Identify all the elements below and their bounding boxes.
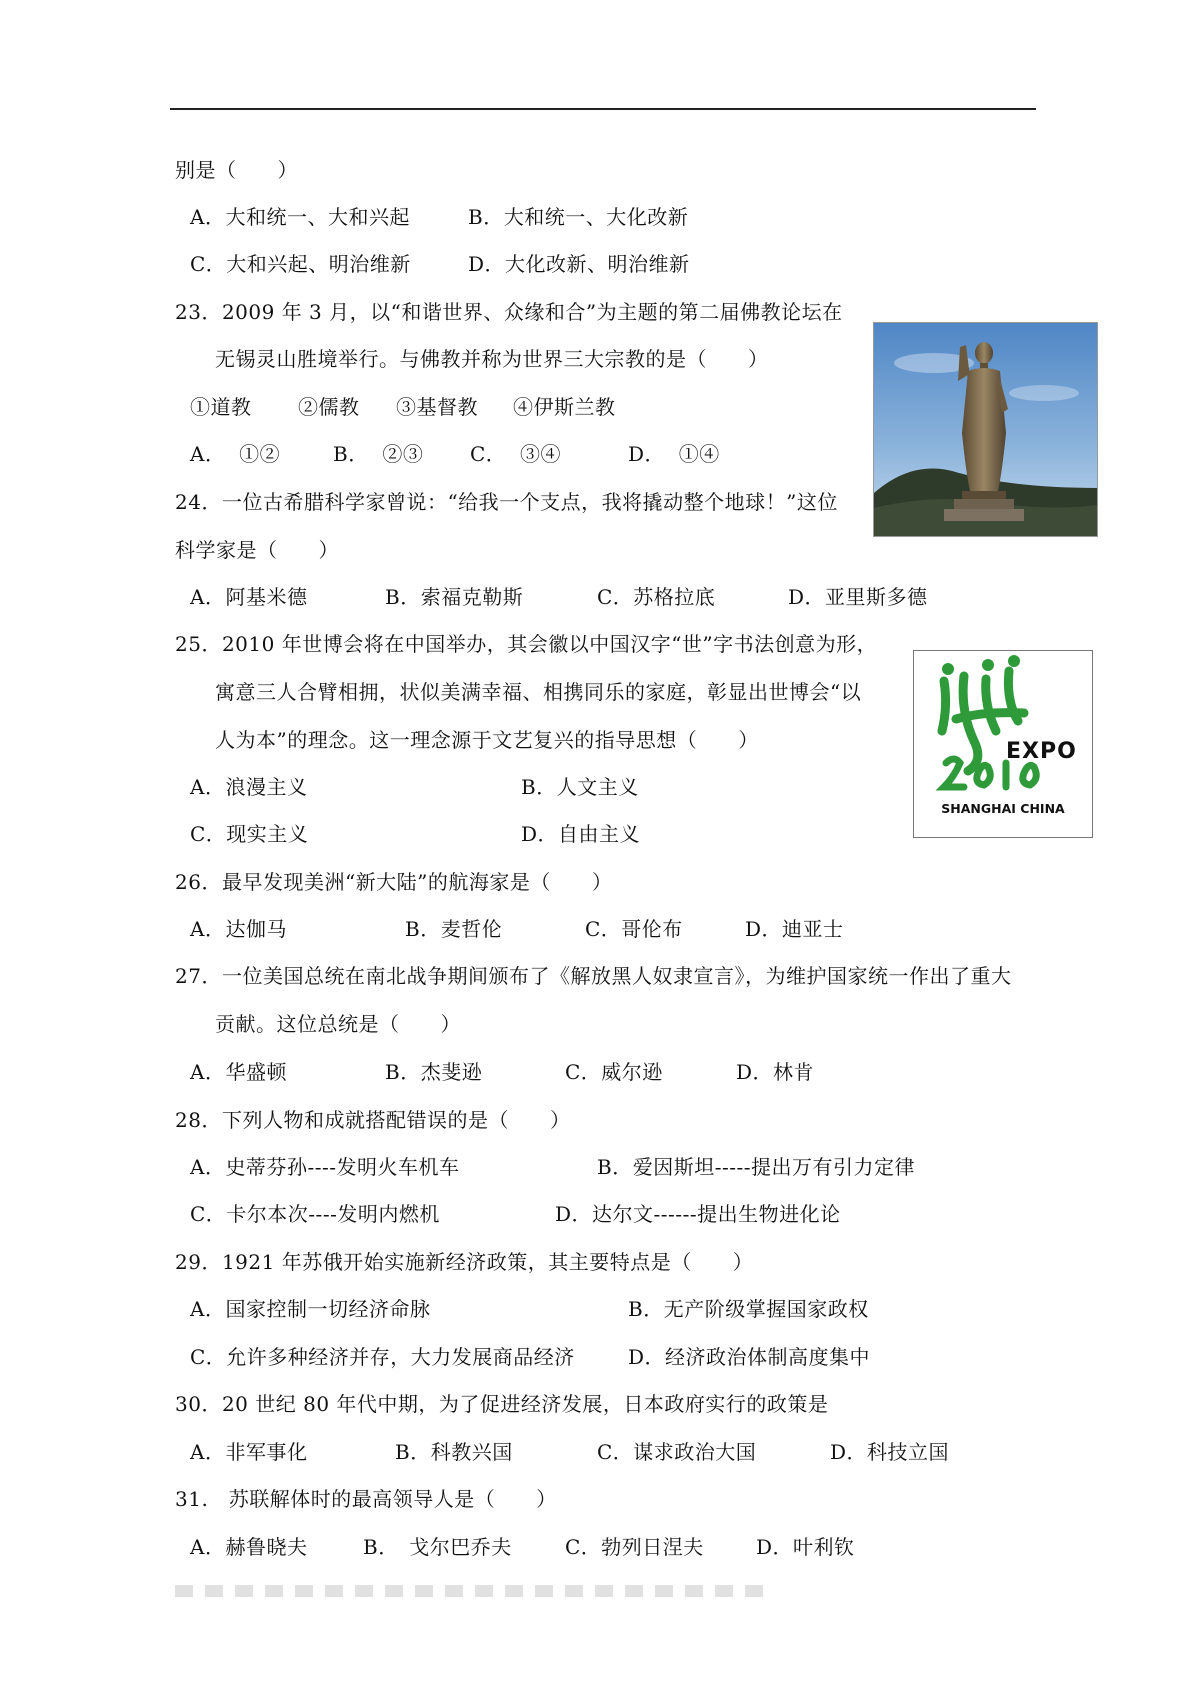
q22-option-c: C．大和兴起、明治维新 bbox=[190, 252, 411, 276]
q25-option-d: D．自由主义 bbox=[521, 822, 641, 846]
q28-option-c: C．卡尔本次----发明内燃机 bbox=[190, 1202, 440, 1226]
q23-item-4: ④伊斯兰教 bbox=[513, 395, 616, 419]
q26-option-a: A．达伽马 bbox=[190, 917, 287, 941]
q27-option-b: B．杰斐逊 bbox=[385, 1060, 483, 1084]
q29-stem: 29．1921 年苏俄开始实施新经济政策，其主要特点是（ ） bbox=[175, 1250, 754, 1274]
q30-option-a: A．非军事化 bbox=[190, 1440, 308, 1464]
q27-option-d: D．林肯 bbox=[736, 1060, 815, 1084]
q31-option-c: C．勃列日涅夫 bbox=[565, 1535, 704, 1559]
q26-option-c: C．哥伦布 bbox=[585, 917, 683, 941]
q22-option-d: D．大化改新、明治维新 bbox=[468, 252, 690, 276]
q23-option-c: C． ③④ bbox=[470, 442, 562, 466]
q23-option-a: A． ①② bbox=[190, 442, 281, 466]
q29-option-d: D．经济政治体制高度集中 bbox=[628, 1345, 871, 1369]
q23-stem-2: 无锡灵山胜境举行。与佛教并称为世界三大宗教的是（ ） bbox=[215, 347, 769, 371]
q27-stem-2: 贡献。这位总统是（ ） bbox=[215, 1012, 461, 1036]
q23-item-2: ②儒教 bbox=[298, 395, 360, 419]
q22-option-a: A．大和统一、大和兴起 bbox=[190, 205, 410, 229]
q23-option-d: D． ①④ bbox=[628, 442, 720, 466]
q23-item-1: ①道教 bbox=[190, 395, 252, 419]
q27-option-c: C．威尔逊 bbox=[565, 1060, 663, 1084]
q25-stem-3: 人为本”的理念。这一理念源于文艺复兴的指导思想（ ） bbox=[215, 728, 759, 752]
q24-option-c: C．苏格拉底 bbox=[597, 585, 716, 609]
q27-option-a: A．华盛顿 bbox=[190, 1060, 287, 1084]
q28-stem: 28．下列人物和成就搭配错误的是（ ） bbox=[175, 1108, 571, 1132]
q30-option-d: D．科技立国 bbox=[830, 1440, 950, 1464]
expo-logo-word: EXPO bbox=[1006, 739, 1077, 764]
q27-stem-1: 27．一位美国总统在南北战争期间颁布了《解放黑人奴隶宣言》，为维护国家统一作出了重大 bbox=[175, 964, 1012, 988]
expo-2010-logo bbox=[913, 650, 1093, 838]
q24-stem-2: 科学家是（ ） bbox=[175, 538, 339, 562]
q25-option-c: C．现实主义 bbox=[190, 822, 309, 846]
header-rule bbox=[170, 108, 1036, 110]
q24-stem-1: 24．一位古希腊科学家曾说：“给我一个支点，我将撬动整个地球！”这位 bbox=[175, 490, 838, 514]
q22-stem: 别是（ ） bbox=[175, 158, 298, 182]
q26-option-d: D．迪亚士 bbox=[745, 917, 844, 941]
q28-option-a: A．史蒂芬孙----发明火车机车 bbox=[190, 1155, 460, 1179]
q25-option-a: A．浪漫主义 bbox=[190, 775, 308, 799]
q23-item-3: ③基督教 bbox=[396, 395, 478, 419]
faded-text-artifact bbox=[175, 1585, 775, 1597]
q31-option-d: D．叶利钦 bbox=[756, 1535, 855, 1559]
buddha-statue-photo bbox=[873, 322, 1098, 537]
q30-option-c: C．谋求政治大国 bbox=[597, 1440, 757, 1464]
q25-option-b: B．人文主义 bbox=[521, 775, 639, 799]
q31-option-b: B． 戈尔巴乔夫 bbox=[363, 1535, 512, 1559]
q30-option-b: B．科教兴国 bbox=[395, 1440, 513, 1464]
q31-option-a: A．赫鲁晓夫 bbox=[190, 1535, 308, 1559]
q29-option-a: A．国家控制一切经济命脉 bbox=[190, 1297, 431, 1321]
q25-stem-2: 寓意三人合臂相拥，状似美满幸福、相携同乐的家庭，彰显出世博会“以 bbox=[215, 680, 862, 704]
q24-option-a: A．阿基米德 bbox=[190, 585, 308, 609]
q22-option-b: B．大和统一、大化改新 bbox=[468, 205, 689, 229]
q25-stem-1: 25．2010 年世博会将在中国举办，其会徽以中国汉字“世”字书法创意为形， bbox=[175, 632, 878, 656]
q28-option-b: B．爱因斯坦-----提出万有引力定律 bbox=[597, 1155, 915, 1179]
q29-option-b: B．无产阶级掌握国家政权 bbox=[628, 1297, 869, 1321]
q23-option-b: B． ②③ bbox=[333, 442, 424, 466]
q29-option-c: C．允许多种经济并存，大力发展商品经济 bbox=[190, 1345, 575, 1369]
q26-option-b: B．麦哲伦 bbox=[405, 917, 503, 941]
q31-stem: 31. 苏联解体时的最高领导人是（ ） bbox=[175, 1487, 557, 1511]
expo-logo-city: SHANGHAI CHINA bbox=[941, 801, 1065, 816]
q26-stem: 26．最早发现美洲“新大陆”的航海家是（ ） bbox=[175, 870, 613, 894]
q23-stem-1: 23．2009 年 3 月，以“和谐世界、众缘和合”为主题的第二届佛教论坛在 bbox=[175, 300, 843, 324]
q30-stem: 30．20 世纪 80 年代中期，为了促进经济发展，日本政府实行的政策是 bbox=[175, 1392, 829, 1416]
q24-option-b: B．索福克勒斯 bbox=[385, 585, 524, 609]
q24-option-d: D．亚里斯多德 bbox=[788, 585, 928, 609]
q28-option-d: D．达尔文------提出生物进化论 bbox=[555, 1202, 841, 1226]
